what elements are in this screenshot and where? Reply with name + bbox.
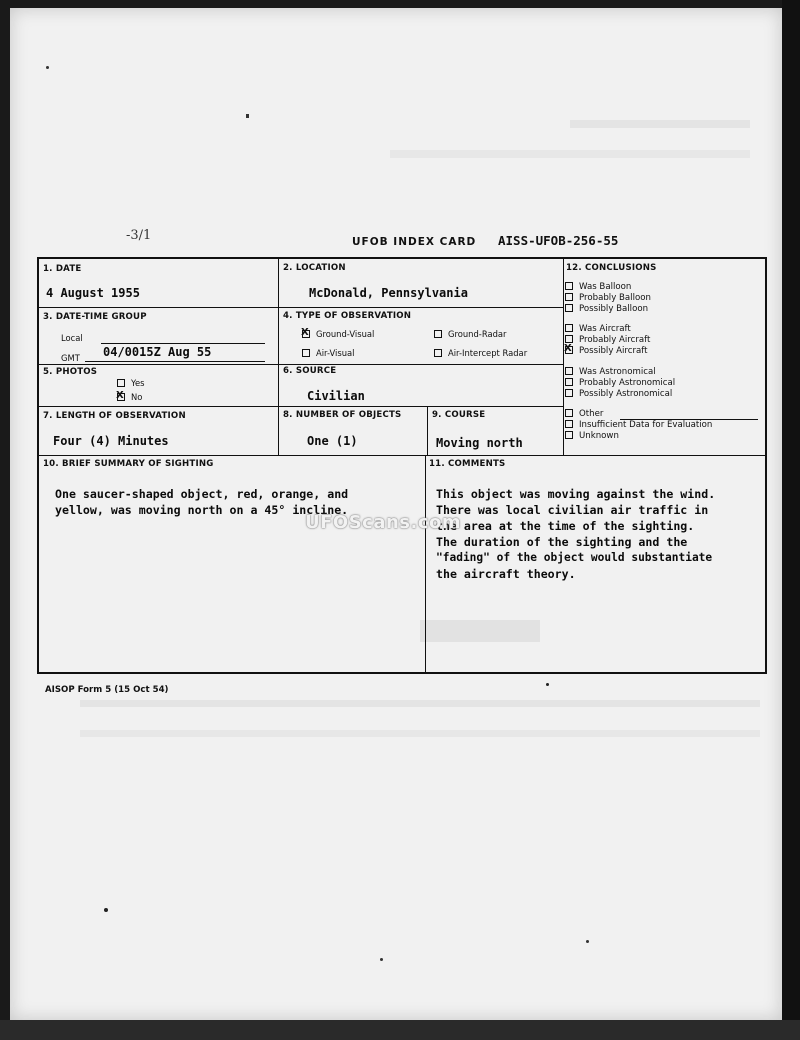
option-ground-visual: XGround-Visual <box>302 329 374 339</box>
scan-speck <box>46 66 49 69</box>
conclusion-group-astronomical <box>565 367 675 400</box>
checkbox <box>117 379 125 387</box>
course-label: 9. COURSE <box>432 410 486 420</box>
form-number: AISOP Form 5 (15 Oct 54) <box>45 685 169 695</box>
scan-speck <box>586 940 589 943</box>
option-air-intercept-radar: Air-Intercept Radar <box>434 348 527 358</box>
conclusion-probably-astronomical: Probably Astronomical <box>565 378 675 389</box>
objects-value: One (1) <box>307 434 358 448</box>
gmt-label: GMT <box>61 353 80 363</box>
comments-label: 11. COMMENTS <box>429 459 506 469</box>
source-label: 6. SOURCE <box>283 366 337 376</box>
date-value: 4 August 1955 <box>46 286 140 300</box>
checkbox <box>434 330 442 338</box>
date-label: 1. DATE <box>43 264 82 274</box>
scan-speck <box>104 908 108 912</box>
conclusion-was-aircraft: Was Aircraft <box>565 324 650 335</box>
source-value: Civilian <box>307 389 365 403</box>
bleed-through <box>80 700 760 707</box>
scan-speck <box>246 114 249 118</box>
photos-no: XNo <box>117 392 142 402</box>
card-number: AISS-UFOB-256-55 <box>498 233 619 248</box>
local-label: Local <box>61 333 83 343</box>
bleed-through <box>80 730 760 737</box>
checkbox <box>302 349 310 357</box>
card-title: UFOB INDEX CARD <box>352 236 477 248</box>
watermark: UFOScans.com <box>305 512 462 533</box>
comment-line: the area at the time of the sighting. <box>436 519 695 533</box>
index-card-form <box>37 257 767 674</box>
conclusion-probably-balloon: Probably Balloon <box>565 293 651 304</box>
option-ground-radar: Ground-Radar <box>434 329 507 339</box>
conclusion-possibly-balloon: Possibly Balloon <box>565 304 651 315</box>
conclusion-possibly-astronomical: Possibly Astronomical <box>565 389 675 400</box>
summary-line: yellow, was moving north on a 45° incline. <box>55 503 349 517</box>
bleed-through <box>570 120 750 128</box>
summary-label: 10. BRIEF SUMMARY OF SIGHTING <box>43 459 214 469</box>
checkbox <box>434 349 442 357</box>
comment-line: The duration of the sighting and the <box>436 535 688 549</box>
conclusion-probably-aircraft: Probably Aircraft <box>565 335 650 346</box>
scan-edge-bottom <box>0 1020 800 1040</box>
type-label: 4. TYPE OF OBSERVATION <box>283 311 412 321</box>
conclusion-possibly-aircraft: XPossibly Aircraft <box>565 346 650 357</box>
comment-line: "fading" of the object would substantiate <box>436 551 713 564</box>
summary-line: One saucer-shaped object, red, orange, and <box>55 487 349 501</box>
location-value: McDonald, Pennsylvania <box>309 286 468 300</box>
objects-label: 8. NUMBER OF OBJECTS <box>283 410 402 420</box>
checkbox-checked <box>565 346 573 354</box>
checkbox-checked <box>302 330 310 338</box>
gmt-value: 04/0015Z Aug 55 <box>103 345 212 359</box>
conclusions-label: 12. CONCLUSIONS <box>566 263 657 273</box>
conclusion-group-aircraft <box>565 324 650 357</box>
handwritten-mark: -3/1 <box>126 228 152 243</box>
course-value: Moving north <box>436 436 523 450</box>
comment-line: the aircraft theory. <box>436 567 576 581</box>
comment-line: This object was moving against the wind. <box>436 487 716 501</box>
conclusion-unknown: Unknown <box>565 431 712 442</box>
location-label: 2. LOCATION <box>283 263 346 273</box>
scan-edge <box>782 0 800 1040</box>
photos-yes: Yes <box>117 378 145 388</box>
conclusion-was-balloon: Was Balloon <box>565 282 651 293</box>
length-label: 7. LENGTH OF OBSERVATION <box>43 411 186 421</box>
bleed-through <box>390 150 750 158</box>
other-underline <box>620 419 758 420</box>
conclusion-insufficient-data: Insufficient Data for Evaluation <box>565 420 712 431</box>
dtg-label: 3. DATE-TIME GROUP <box>43 312 147 322</box>
checkbox-checked <box>117 393 125 401</box>
conclusion-group-other <box>565 409 712 442</box>
conclusion-was-astronomical: Was Astronomical <box>565 367 675 378</box>
photos-label: 5. PHOTOS <box>43 367 98 377</box>
length-value: Four (4) Minutes <box>53 434 169 448</box>
comment-line: There was local civilian air traffic in <box>436 503 709 517</box>
scan-speck <box>546 683 549 686</box>
option-air-visual: Air-Visual <box>302 348 355 358</box>
conclusion-group-balloon <box>565 282 651 315</box>
conclusion-other: Other <box>565 409 712 420</box>
scan-speck <box>380 958 383 961</box>
